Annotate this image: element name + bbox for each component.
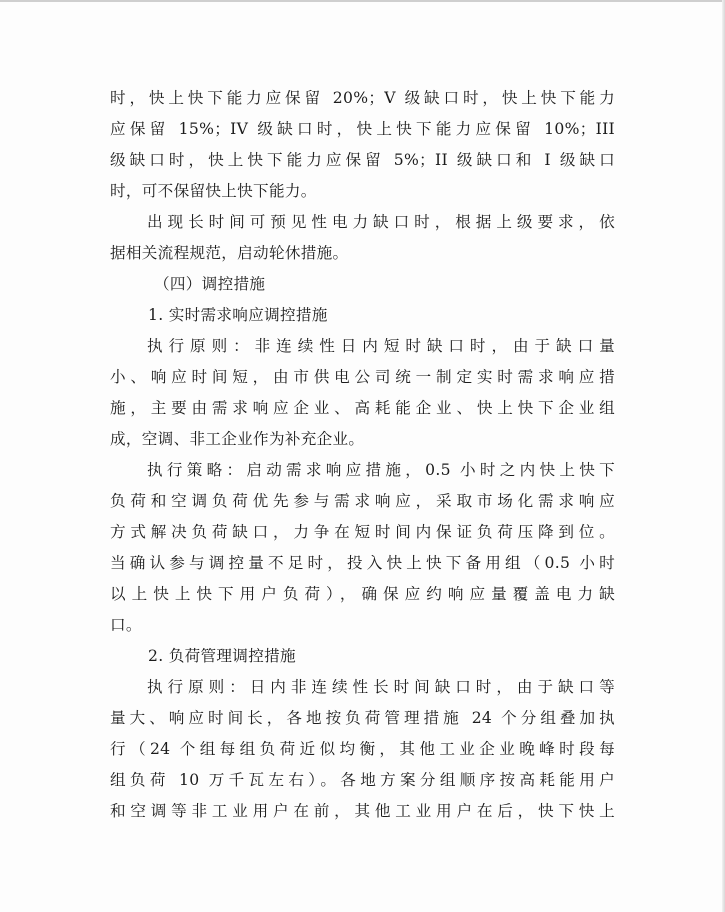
paragraph-line: 执行原则：日内非连续性长时间缺口时，由于缺口等	[147, 678, 615, 696]
page-top-edge	[0, 0, 725, 2]
paragraph-line: 应保留 15%；IV 级缺口时，快上快下能力应保留 10%；III	[110, 120, 615, 138]
subsection-heading: 2. 负荷管理调控措施	[148, 647, 296, 665]
paragraph-line: 组负荷 10 万千瓦左右）。各地方案分组顺序按高耗能用户	[110, 771, 615, 789]
paragraph-line: 执行策略：启动需求响应措施，0.5 小时之内快上快下	[147, 461, 615, 479]
paragraph-line: 量大、响应时间长，各地按负荷管理措施 24 个分组叠加执	[110, 709, 615, 727]
paragraph-line: 小、响应时间短，由市供电公司统一制定实时需求响应措	[110, 368, 615, 386]
paragraph-line: 成，空调、非工企业作为补充企业。	[110, 430, 365, 448]
paragraph-line: 方式解决负荷缺口，力争在短时间内保证负荷压降到位。	[110, 523, 615, 541]
paragraph-line: 施，主要由需求响应企业、高耗能企业、快上快下企业组	[110, 399, 615, 417]
paragraph-line: 口。	[110, 616, 142, 634]
section-heading: （四）调控措施	[154, 275, 266, 293]
paragraph-line: 和空调等非工业用户在前，其他工业用户在后，快下快上	[110, 802, 615, 820]
paragraph-line: 级缺口时，快上快下能力应保留 5%；II 级缺口和 I 级缺口	[110, 151, 615, 169]
paragraph-line: 以上快上快下用户负荷），确保应约响应量覆盖电力缺	[110, 585, 615, 603]
paragraph-line: 时，可不保留快上快下能力。	[110, 182, 317, 200]
paragraph-line: 负荷和空调负荷优先参与需求响应，采取市场化需求响应	[110, 492, 615, 510]
paragraph-line: 出现长时间可预见性电力缺口时，根据上级要求，依	[147, 213, 615, 231]
subsection-heading: 1. 实时需求响应调控措施	[148, 306, 328, 324]
paragraph-line: 据相关流程规范，启动轮休措施。	[110, 244, 349, 262]
paragraph-line: 当确认参与调控量不足时，投入快上快下备用组（0.5 小时	[110, 554, 615, 572]
paragraph-line: 执行原则：非连续性日内短时缺口时，由于缺口量	[147, 337, 615, 355]
paragraph-line: 行（24 个组每组负荷近似均衡，其他工业企业晚峰时段每	[110, 740, 615, 758]
document-body	[110, 83, 615, 827]
paragraph-line: 时，快上快下能力应保留 20%；V 级缺口时，快上快下能力	[110, 89, 615, 107]
